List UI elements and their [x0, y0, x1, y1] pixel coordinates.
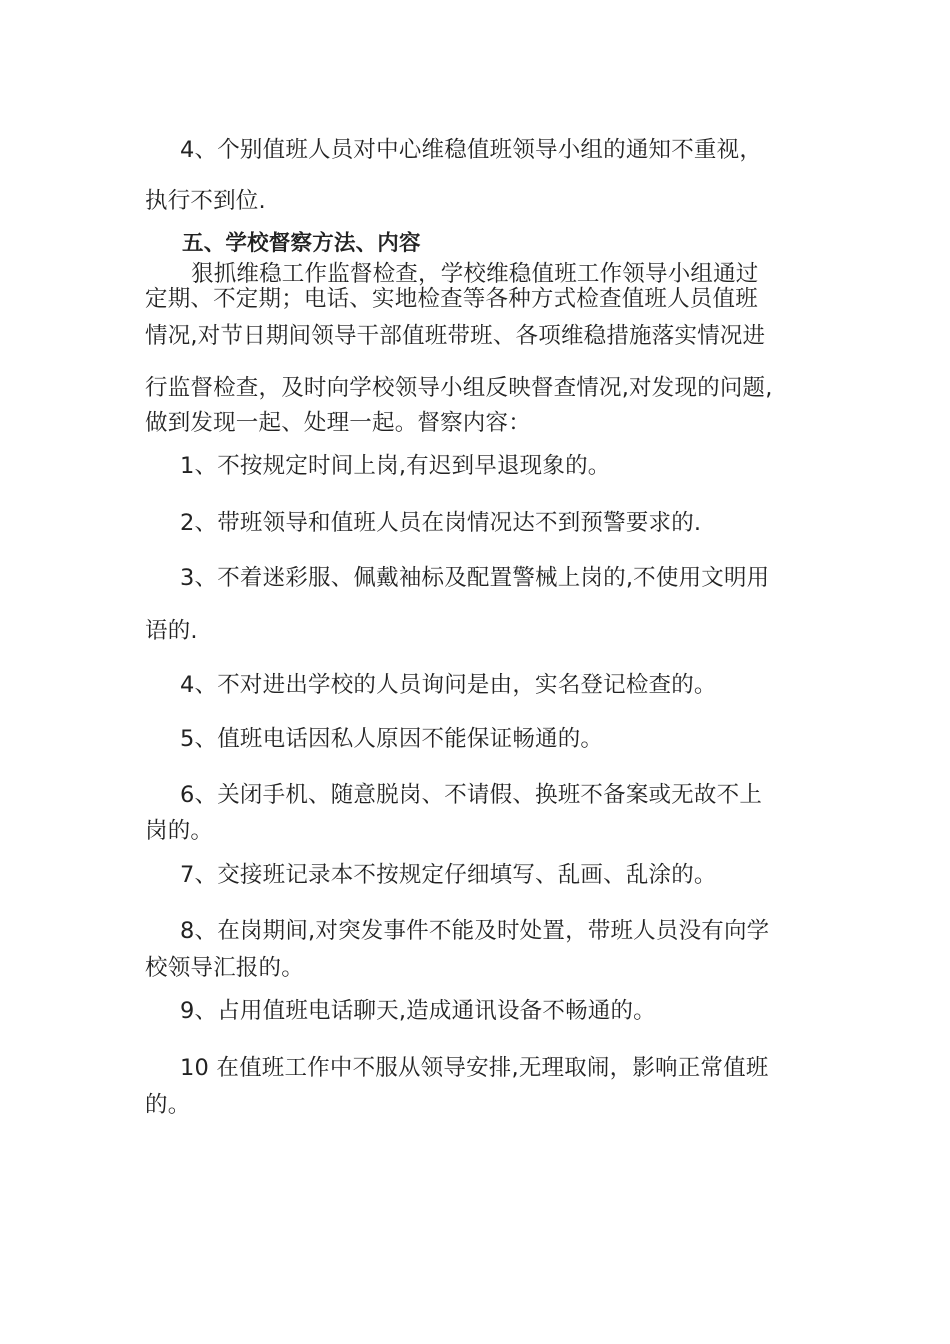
list-item-7: 7、交接班记录本不按规定仔细填写、乱画、乱涂的。	[180, 862, 717, 888]
list-item-10-line-1: 10 在值班工作中不服从领导安排,无理取闹，影响正常值班	[180, 1055, 769, 1081]
list-item-6-line-1: 6、关闭手机、随意脱岗、不请假、换班不备案或无故不上	[180, 782, 763, 808]
list-item-4: 4、不对进出学校的人员询问是由，实名登记检查的。	[180, 672, 717, 698]
paragraph-item-4-previous-line-2: 执行不到位.	[145, 188, 266, 214]
intro-paragraph-line-5: 做到发现一起、处理一起。督察内容：	[145, 410, 531, 436]
section-heading: 五、学校督察方法、内容	[182, 231, 421, 256]
list-item-8-line-1: 8、在岗期间,对突发事件不能及时处置，带班人员没有向学	[180, 918, 770, 944]
list-item-6-line-2: 岗的。	[145, 818, 214, 844]
intro-paragraph-line-3: 情况,对节日期间领导干部值班带班、各项维稳措施落实情况进	[145, 323, 766, 349]
list-item-1: 1、不按规定时间上岗,有迟到早退现象的。	[180, 453, 611, 479]
list-item-10-line-2: 的。	[145, 1092, 191, 1118]
list-item-9: 9、占用值班电话聊天,造成通讯设备不畅通的。	[180, 998, 656, 1024]
intro-paragraph-line-2: 定期、不定期；电话、实地检查等各种方式检查值班人员值班	[145, 286, 758, 312]
list-item-8-line-2: 校领导汇报的。	[145, 955, 304, 981]
paragraph-item-4-previous-line-1: 4、个别值班人员对中心维稳值班领导小组的通知不重视，	[180, 137, 763, 163]
intro-paragraph-line-4: 行监督检查，及时向学校领导小组反映督查情况,对发现的问题,	[145, 375, 773, 401]
list-item-5: 5、值班电话因私人原因不能保证畅通的。	[180, 726, 604, 752]
list-item-3-line-2: 语的.	[145, 618, 198, 644]
list-item-3-line-1: 3、不着迷彩服、佩戴袖标及配置警械上岗的,不使用文明用	[180, 565, 770, 591]
intro-paragraph-line-1: 狠抓维稳工作监督检查，学校维稳值班工作领导小组通过	[191, 261, 759, 287]
list-item-2: 2、带班领导和值班人员在岗情况达不到预警要求的.	[180, 510, 702, 536]
